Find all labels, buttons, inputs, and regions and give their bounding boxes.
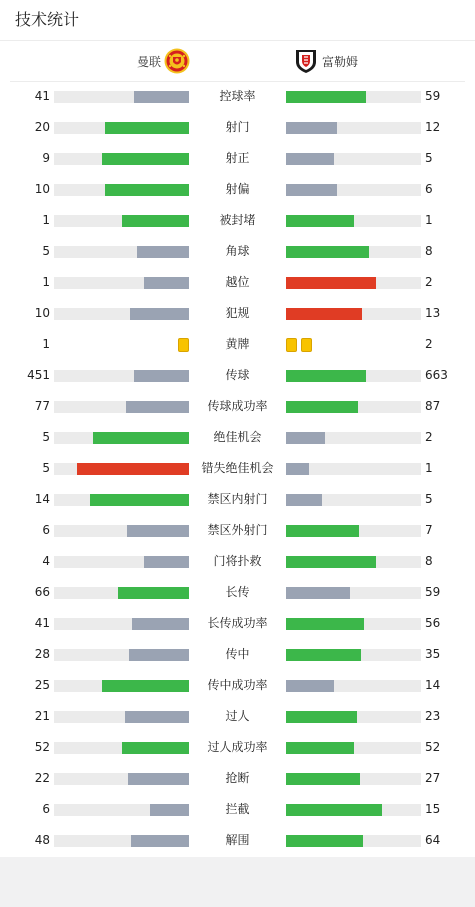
home-stat-bar bbox=[54, 91, 189, 103]
home-stat-value: 1 bbox=[42, 213, 50, 227]
stats-list bbox=[0, 82, 475, 857]
stat-label: 绝佳机会 bbox=[213, 430, 262, 444]
away-stat-bar-fill bbox=[286, 308, 362, 320]
away-stat-bar-fill bbox=[286, 370, 366, 382]
home-stat-value: 22 bbox=[34, 771, 50, 785]
stat-row bbox=[0, 764, 475, 795]
home-stat-bar bbox=[54, 680, 189, 692]
away-stat-bar-fill bbox=[286, 804, 382, 816]
stat-label: 抢断 bbox=[225, 771, 250, 785]
away-stat-bar bbox=[286, 587, 421, 599]
home-stat-bar bbox=[54, 184, 189, 196]
home-stat-bar-fill bbox=[122, 742, 190, 754]
away-stat-bar-fill bbox=[286, 432, 325, 444]
stat-label: 犯规 bbox=[225, 306, 250, 320]
home-stat-bar bbox=[54, 525, 189, 537]
away-stat-bar-fill bbox=[286, 401, 358, 413]
stat-row bbox=[0, 113, 475, 144]
home-stat-value: 28 bbox=[34, 647, 50, 661]
home-stat-bar bbox=[54, 308, 189, 320]
away-stat-bar bbox=[286, 556, 421, 568]
home-stat-bar bbox=[54, 711, 189, 723]
away-stat-bar bbox=[286, 711, 421, 723]
away-stat-bar-fill bbox=[286, 618, 364, 630]
home-stat-bar-fill bbox=[150, 804, 189, 816]
away-stat-value: 1 bbox=[425, 461, 433, 475]
stat-label: 过人成功率 bbox=[207, 740, 268, 754]
away-stat-bar-fill bbox=[286, 742, 354, 754]
home-stat-bar-fill bbox=[93, 432, 189, 444]
home-stat-bar bbox=[54, 587, 189, 599]
away-stat-value: 59 bbox=[425, 585, 441, 599]
home-stat-bar bbox=[54, 401, 189, 413]
stat-row bbox=[0, 547, 475, 578]
home-stat-value: 10 bbox=[34, 182, 50, 196]
home-stat-value: 1 bbox=[42, 337, 50, 351]
stat-row bbox=[0, 826, 475, 857]
away-stat-bar bbox=[286, 184, 421, 196]
yellow-card-icon bbox=[178, 338, 189, 352]
home-stat-bar bbox=[54, 618, 189, 630]
stat-row bbox=[0, 795, 475, 826]
stat-row bbox=[0, 82, 475, 113]
home-stat-bar bbox=[54, 556, 189, 568]
home-stat-bar-fill bbox=[137, 246, 189, 258]
home-stat-bar-fill bbox=[127, 525, 189, 537]
away-stat-bar bbox=[286, 494, 421, 506]
fulham-crest-icon bbox=[293, 48, 319, 74]
away-stat-value: 14 bbox=[425, 678, 441, 692]
home-stat-value: 5 bbox=[42, 461, 50, 475]
home-stat-bar-fill bbox=[131, 835, 189, 847]
away-stat-value: 56 bbox=[425, 616, 441, 630]
away-stat-bar-fill bbox=[286, 649, 361, 661]
away-stat-bar-fill bbox=[286, 122, 337, 134]
home-stat-value: 41 bbox=[34, 616, 50, 630]
home-team-name: 曼联 bbox=[136, 54, 161, 69]
stat-label: 过人 bbox=[225, 709, 250, 723]
away-stat-bar bbox=[286, 618, 421, 630]
home-stat-value: 6 bbox=[42, 523, 50, 537]
home-stat-value: 10 bbox=[34, 306, 50, 320]
home-stat-value: 5 bbox=[42, 244, 50, 258]
away-stat-value: 35 bbox=[425, 647, 441, 661]
home-stat-bar-fill bbox=[102, 153, 189, 165]
yellow-card-icon bbox=[286, 338, 297, 352]
away-stat-bar bbox=[286, 835, 421, 847]
away-stat-bar-fill bbox=[286, 277, 376, 289]
away-stat-bar bbox=[286, 122, 421, 134]
away-stat-bar-fill bbox=[286, 153, 334, 165]
home-stat-bar-fill bbox=[105, 184, 189, 196]
stat-row bbox=[0, 268, 475, 299]
stat-label: 门将扑救 bbox=[213, 554, 262, 568]
stat-row bbox=[0, 361, 475, 392]
stat-label: 黄牌 bbox=[225, 337, 250, 351]
home-stat-bar bbox=[54, 246, 189, 258]
stat-row bbox=[0, 175, 475, 206]
away-stat-bar bbox=[286, 432, 421, 444]
stat-label: 传中成功率 bbox=[207, 678, 268, 692]
away-stat-value: 8 bbox=[425, 244, 433, 258]
away-stat-value: 5 bbox=[425, 151, 433, 165]
yellow-card-icon bbox=[301, 338, 312, 352]
away-stat-bar-fill bbox=[286, 463, 309, 475]
stat-label: 射正 bbox=[225, 151, 250, 165]
home-stat-bar bbox=[54, 742, 189, 754]
away-stat-value: 23 bbox=[425, 709, 441, 723]
home-stat-bar-fill bbox=[102, 680, 189, 692]
away-team-name: 富勒姆 bbox=[322, 54, 359, 69]
away-stat-bar-fill bbox=[286, 91, 366, 103]
away-stat-bar bbox=[286, 401, 421, 413]
away-stat-value: 663 bbox=[425, 368, 448, 382]
teams-header bbox=[0, 41, 475, 81]
away-stat-bar bbox=[286, 525, 421, 537]
away-stat-value: 52 bbox=[425, 740, 441, 754]
home-stat-value: 9 bbox=[42, 151, 50, 165]
home-stat-bar-fill bbox=[125, 711, 189, 723]
stat-label: 长传成功率 bbox=[207, 616, 268, 630]
stat-label: 被封堵 bbox=[219, 213, 256, 227]
stat-row bbox=[0, 330, 475, 361]
away-stat-value: 7 bbox=[425, 523, 433, 537]
away-stat-bar bbox=[286, 246, 421, 258]
away-stat-value: 2 bbox=[425, 337, 433, 351]
away-stat-bar-fill bbox=[286, 494, 322, 506]
away-stat-bar-fill bbox=[286, 711, 357, 723]
home-stat-bar bbox=[54, 277, 189, 289]
away-stat-bar bbox=[286, 680, 421, 692]
stat-row bbox=[0, 671, 475, 702]
home-stat-bar bbox=[54, 432, 189, 444]
away-stat-value: 6 bbox=[425, 182, 433, 196]
stat-row bbox=[0, 609, 475, 640]
home-stat-value: 5 bbox=[42, 430, 50, 444]
home-stat-bar-fill bbox=[144, 556, 189, 568]
away-stat-value: 15 bbox=[425, 802, 441, 816]
home-stat-bar-fill bbox=[134, 370, 189, 382]
stat-row bbox=[0, 485, 475, 516]
stat-label: 禁区内射门 bbox=[207, 492, 268, 506]
manchester-united-crest-icon bbox=[164, 48, 190, 74]
home-stat-bar-fill bbox=[134, 91, 189, 103]
home-stat-bar bbox=[54, 463, 189, 475]
stat-row bbox=[0, 578, 475, 609]
home-stat-bar-fill bbox=[130, 308, 189, 320]
home-stat-bar-fill bbox=[126, 401, 189, 413]
home-stat-bar bbox=[54, 835, 189, 847]
stat-label: 控球率 bbox=[219, 89, 256, 103]
home-stat-value: 52 bbox=[34, 740, 50, 754]
away-stat-value: 12 bbox=[425, 120, 441, 134]
home-stat-value: 41 bbox=[34, 89, 50, 103]
home-stat-value: 6 bbox=[42, 802, 50, 816]
away-stat-value: 1 bbox=[425, 213, 433, 227]
home-stat-bar bbox=[54, 649, 189, 661]
stat-label: 射偏 bbox=[225, 182, 250, 196]
stat-row bbox=[0, 392, 475, 423]
home-stat-bar bbox=[54, 494, 189, 506]
away-stat-value: 27 bbox=[425, 771, 441, 785]
stat-label: 解围 bbox=[225, 833, 250, 847]
stat-row bbox=[0, 454, 475, 485]
home-stat-bar-fill bbox=[122, 215, 190, 227]
away-stat-bar bbox=[286, 773, 421, 785]
page-title: 技术统计 bbox=[15, 10, 80, 29]
home-stat-bar bbox=[54, 773, 189, 785]
home-stat-bar bbox=[54, 153, 189, 165]
away-stat-bar-fill bbox=[286, 215, 354, 227]
stat-label: 越位 bbox=[225, 275, 250, 289]
stat-row bbox=[0, 237, 475, 268]
home-stat-bar-fill bbox=[144, 277, 189, 289]
away-stat-bar-fill bbox=[286, 246, 369, 258]
away-stat-bar-fill bbox=[286, 556, 376, 568]
home-stat-value: 25 bbox=[34, 678, 50, 692]
away-stat-value: 64 bbox=[425, 833, 441, 847]
away-stat-value: 8 bbox=[425, 554, 433, 568]
home-stat-bar bbox=[54, 804, 189, 816]
home-stat-value: 21 bbox=[34, 709, 50, 723]
home-team[interactable] bbox=[137, 48, 190, 74]
stat-row bbox=[0, 144, 475, 175]
home-stat-value: 1 bbox=[42, 275, 50, 289]
stat-row bbox=[0, 733, 475, 764]
away-stat-value: 87 bbox=[425, 399, 441, 413]
stat-label: 角球 bbox=[225, 244, 250, 258]
away-stat-bar bbox=[286, 804, 421, 816]
stat-row bbox=[0, 206, 475, 237]
away-team[interactable] bbox=[293, 48, 358, 74]
stat-row bbox=[0, 640, 475, 671]
away-stat-bar bbox=[286, 215, 421, 227]
home-stat-bar-fill bbox=[77, 463, 190, 475]
home-stat-value: 14 bbox=[34, 492, 50, 506]
away-stat-bar-fill bbox=[286, 587, 350, 599]
away-stat-bar-fill bbox=[286, 835, 363, 847]
stat-label: 传中 bbox=[225, 647, 250, 661]
stat-row bbox=[0, 702, 475, 733]
home-stat-bar-fill bbox=[132, 618, 189, 630]
away-stat-bar bbox=[286, 463, 421, 475]
stat-row bbox=[0, 423, 475, 454]
away-stat-value: 59 bbox=[425, 89, 441, 103]
away-stat-bar-fill bbox=[286, 773, 360, 785]
away-stat-value: 5 bbox=[425, 492, 433, 506]
away-stat-value: 13 bbox=[425, 306, 441, 320]
away-stat-bar bbox=[286, 277, 421, 289]
home-stat-bar-fill bbox=[118, 587, 189, 599]
away-stat-bar-fill bbox=[286, 680, 334, 692]
stat-row bbox=[0, 516, 475, 547]
away-stat-bar bbox=[286, 153, 421, 165]
away-stat-bar bbox=[286, 742, 421, 754]
home-yellow-cards bbox=[178, 338, 189, 352]
away-stat-bar-fill bbox=[286, 525, 359, 537]
stat-label: 错失绝佳机会 bbox=[201, 461, 274, 475]
home-stat-bar-fill bbox=[129, 649, 189, 661]
home-stat-bar-fill bbox=[90, 494, 189, 506]
home-stat-value: 4 bbox=[42, 554, 50, 568]
away-stat-bar bbox=[286, 370, 421, 382]
home-stat-bar-fill bbox=[105, 122, 189, 134]
stat-label: 射门 bbox=[225, 120, 250, 134]
home-stat-value: 66 bbox=[34, 585, 50, 599]
away-stat-bar-fill bbox=[286, 184, 337, 196]
stat-label: 传球 bbox=[225, 368, 250, 382]
home-stat-value: 77 bbox=[34, 399, 50, 413]
away-stat-bar bbox=[286, 91, 421, 103]
stat-label: 禁区外射门 bbox=[207, 523, 268, 537]
stat-row bbox=[0, 299, 475, 330]
home-stat-value: 48 bbox=[34, 833, 50, 847]
away-stat-bar bbox=[286, 308, 421, 320]
away-stat-value: 2 bbox=[425, 430, 433, 444]
stat-label: 传球成功率 bbox=[207, 399, 268, 413]
away-stat-bar bbox=[286, 649, 421, 661]
home-stat-bar-fill bbox=[128, 773, 189, 785]
away-stat-value: 2 bbox=[425, 275, 433, 289]
stat-label: 长传 bbox=[225, 585, 250, 599]
stat-label: 拦截 bbox=[225, 802, 250, 816]
home-stat-bar bbox=[54, 122, 189, 134]
home-stat-value: 451 bbox=[27, 368, 50, 382]
home-stat-bar bbox=[54, 370, 189, 382]
home-stat-value: 20 bbox=[34, 120, 50, 134]
away-yellow-cards bbox=[286, 338, 312, 352]
home-stat-bar bbox=[54, 215, 189, 227]
